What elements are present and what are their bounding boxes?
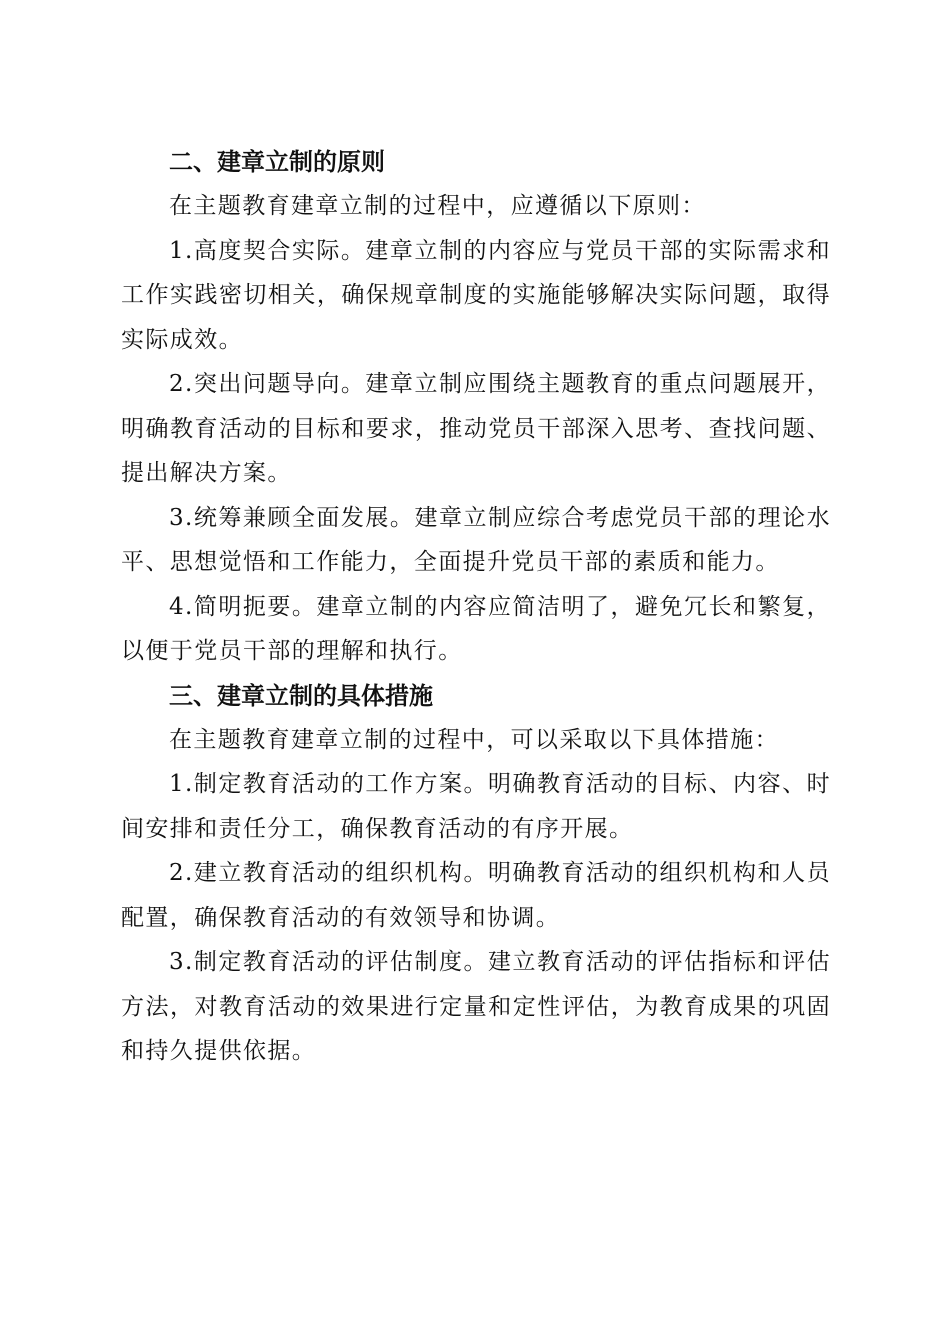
principle-item-3: 3.统筹兼顾全面发展。建章立制应综合考虑党员干部的理论水平、思想觉悟和工作能力，全面提升党员干部的素质和能力。 [121,504,831,575]
measure-item-3: 3.制定教育活动的评估制度。建立教育活动的评估指标和评估方法，对教育活动的效果进行定量和定性评估，为教育成果的巩固和持久提供依据。 [121,949,831,1064]
principle-item-4: 4.简明扼要。建章立制的内容应简洁明了，避免冗长和繁复，以便于党员干部的理解和执行。 [121,593,831,664]
section-intro-measures: 在主题教育建章立制的过程中，可以采取以下具体措施： [169,726,779,753]
section-heading-measures: 三、建章立制的具体措施 [169,681,433,710]
section-intro-principles: 在主题教育建章立制的过程中，应遵循以下原则： [169,193,706,219]
section-heading-principles: 二、建章立制的原则 [169,148,385,176]
measure-item-2: 2.建立教育活动的组织机构。明确教育活动的组织机构和人员配置，确保教育活动的有效领导和协调。 [121,860,831,931]
document-body [121,140,831,1074]
principle-item-1: 1.高度契合实际。建章立制的内容应与党员干部的实际需求和工作实践密切相关，确保规章制度的实施能够解决实际问题，取得实际成效。 [121,237,831,353]
principle-item-2: 2.突出问题导向。建章立制应围绕主题教育的重点问题展开，明确教育活动的目标和要求，推动党员干部深入思考、查找问题、提出解决方案。 [121,371,831,486]
measure-item-1: 1.制定教育活动的工作方案。明确教育活动的目标、内容、时间安排和责任分工，确保教育活动的有序开展。 [121,771,831,842]
